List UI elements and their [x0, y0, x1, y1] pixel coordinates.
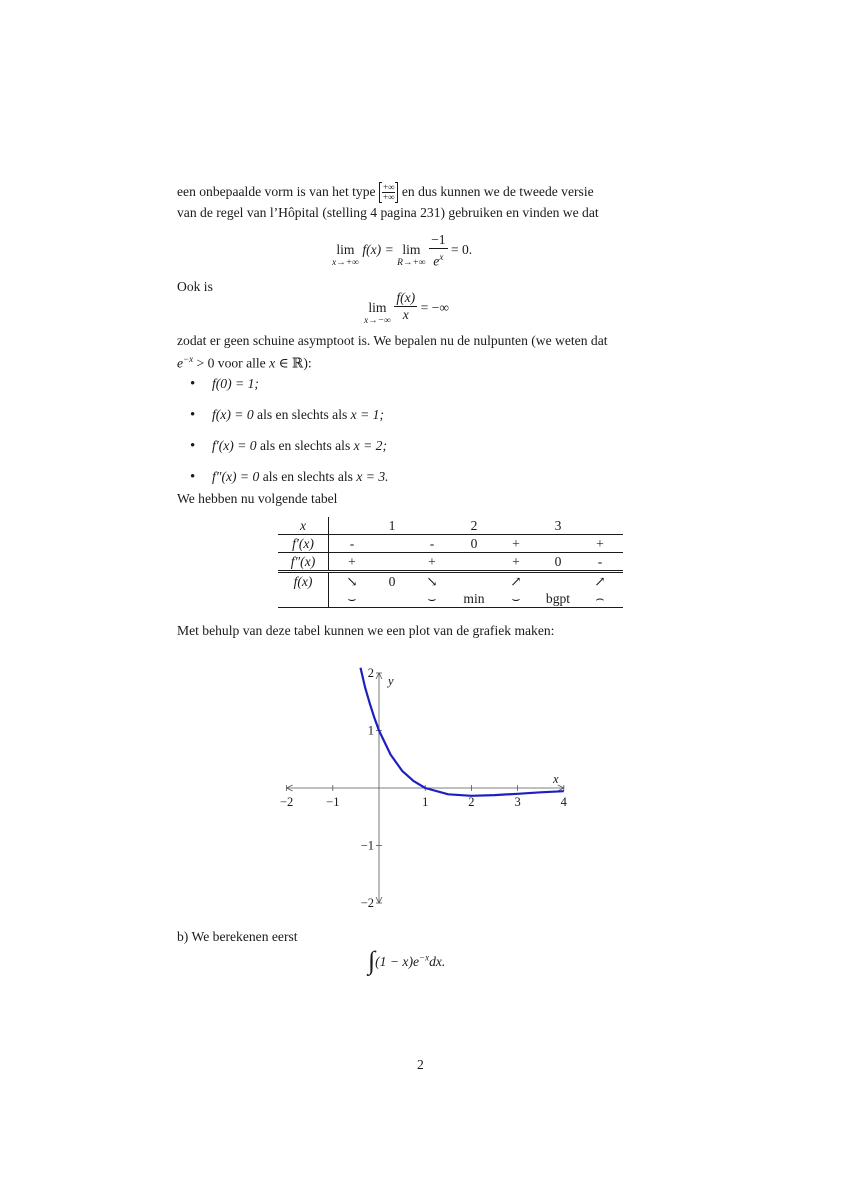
- fraction-numerator: −1: [431, 232, 446, 247]
- fraction-denominator: x: [402, 307, 409, 322]
- table-row-label: f′(x): [278, 535, 329, 553]
- table-cell: min: [455, 590, 493, 608]
- table-cell: ⌣: [409, 590, 455, 608]
- paragraph-line-1: [177, 182, 594, 203]
- table-row: [278, 553, 623, 572]
- table-cell: ⌣: [493, 590, 539, 608]
- indeterminate-form: [379, 182, 399, 203]
- table-cell: -: [577, 553, 623, 572]
- table-header-cell: x: [278, 517, 329, 535]
- paragraph-line-2: van de regel van l’Hôpital (stelling 4 pagina 231) gebruiken en vinden we dat: [177, 205, 599, 220]
- table-header-cell: [409, 517, 455, 535]
- fraction-numerator: f(x): [396, 290, 416, 305]
- list-item: [190, 437, 389, 468]
- y-tick-label: 2: [367, 666, 374, 680]
- table-row-label: f″(x): [278, 553, 329, 572]
- table-row: [278, 535, 623, 553]
- x-tick-label: 1: [422, 795, 429, 809]
- table-cell: +: [329, 553, 376, 572]
- lim-subscript: R→+∞: [397, 258, 426, 268]
- plot-curve: [361, 668, 564, 796]
- function-term: f(x) =: [362, 242, 394, 257]
- text-segment: als en slechts als: [256, 438, 354, 453]
- x-tick-label: −2: [279, 795, 294, 809]
- lim-operator: lim: [402, 242, 421, 257]
- integral-expression: [368, 946, 445, 976]
- table-row-label: f(x): [278, 572, 329, 591]
- list-item: [190, 406, 389, 437]
- paragraph-plot-intro: Met behulp van deze tabel kunnen we een plot van de grafiek maken:: [177, 623, 555, 638]
- text-segment: een onbepaalde vorm is van het type: [177, 183, 376, 199]
- fraction-denominator: +∞: [382, 192, 395, 203]
- table-cell: +: [409, 553, 455, 572]
- table-cell: [455, 572, 493, 591]
- table-header-cell: 1: [375, 517, 409, 535]
- lim-operator: lim: [336, 242, 355, 257]
- table-cell: bgpt: [539, 590, 577, 608]
- limit-equation-2: [364, 290, 449, 326]
- exponent: −x: [183, 354, 194, 364]
- limit-equation-1: [332, 232, 472, 270]
- math-term: x: [269, 355, 276, 371]
- table-cell: 0: [388, 573, 396, 589]
- x-axis-label: x: [553, 772, 559, 786]
- fraction-denominator: e: [433, 253, 440, 269]
- exponent: −x: [419, 952, 430, 963]
- table-cell: [375, 553, 409, 572]
- plot-ticks: [280, 666, 568, 910]
- x-axis-arrow-right: [558, 785, 564, 791]
- integral-sign: ∫: [368, 946, 376, 975]
- table-cell: +: [493, 553, 539, 572]
- math-term: x = 1;: [350, 407, 384, 422]
- differential: dx.: [429, 953, 446, 969]
- table-cell: +: [493, 535, 539, 553]
- math-term: f″(x) = 0: [212, 469, 260, 484]
- table-cell: 0: [539, 553, 577, 572]
- table-cell: [539, 572, 577, 591]
- x-tick-label: −1: [326, 795, 340, 809]
- y-axis-arrow-top: [376, 673, 382, 679]
- math-term: x = 3.: [356, 469, 389, 484]
- table-row: [278, 517, 623, 535]
- integrand: (1 − x)e: [375, 953, 420, 969]
- table-row: [278, 590, 623, 608]
- table-row: [278, 572, 623, 591]
- math-term: f(x) = 0: [212, 407, 254, 422]
- table-header-cell: 3: [539, 517, 577, 535]
- x-tick-label: 2: [468, 795, 475, 809]
- y-tick-label: −1: [360, 838, 374, 853]
- table-cell: ↘: [346, 573, 358, 589]
- paragraph-line-4: [177, 350, 312, 373]
- table-cell: -: [329, 535, 376, 553]
- table-cell: -: [409, 535, 455, 553]
- table-header-cell: [577, 517, 623, 535]
- table-cell: [375, 590, 409, 608]
- math-term: f′(x) = 0: [212, 438, 257, 453]
- table-cell: ↗: [510, 573, 522, 589]
- math-term: f(0) = 1;: [212, 376, 259, 391]
- paragraph-b-intro: b) We berekenen eerst: [177, 929, 298, 944]
- fraction-numerator: +∞: [382, 182, 395, 193]
- table-cell: ⌣: [329, 590, 376, 608]
- y-tick-label: 1: [367, 723, 374, 738]
- table-cell: [375, 535, 409, 553]
- list-item: [190, 375, 389, 406]
- y-axis-label: y: [388, 674, 394, 688]
- text-segment: als en slechts als: [253, 407, 351, 422]
- x-axis-arrow-left: [287, 785, 293, 791]
- text-segment: als en slechts als: [259, 469, 357, 484]
- equation-rhs: = −∞: [420, 300, 450, 315]
- zeros-list: [190, 375, 389, 499]
- paragraph-line-3: zodat er geen schuine asymptoot is. We bepalen nu de nulpunten (we weten dat: [177, 333, 608, 348]
- table-header-cell: [329, 517, 376, 535]
- paragraph-table-intro: We hebben nu volgende tabel: [177, 491, 338, 506]
- table-cell: +: [577, 535, 623, 553]
- lim-subscript: x→+∞: [332, 258, 359, 268]
- function-curve: [361, 668, 564, 796]
- variation-table: [278, 517, 623, 608]
- table-cell: [455, 553, 493, 572]
- table-cell: 0: [455, 535, 493, 553]
- y-axis-arrow-bottom: [376, 897, 382, 903]
- table-cell: ↘: [426, 573, 438, 589]
- page-number: 2: [417, 1057, 424, 1072]
- x-tick-label: 4: [560, 795, 567, 809]
- math-term: e: [177, 355, 184, 371]
- table-header-cell: [493, 517, 539, 535]
- lim-subscript: x→−∞: [364, 316, 391, 326]
- table-header-cell: 2: [455, 517, 493, 535]
- equation-rhs: = 0.: [450, 242, 473, 257]
- text-segment: en dus kunnen we de tweede versie: [401, 183, 594, 199]
- plot-axes: [287, 673, 564, 903]
- lim-operator: lim: [368, 300, 387, 315]
- table-cell: [539, 535, 577, 553]
- table-cell: ⌢: [577, 590, 623, 608]
- exponent: x: [439, 252, 444, 262]
- math-term: x = 2;: [353, 438, 387, 453]
- table-row-label: [278, 590, 329, 608]
- table-cell: ↗: [594, 573, 606, 589]
- paragraph-ook: Ook is: [177, 279, 213, 294]
- text-segment: > 0 voor alle: [193, 355, 270, 371]
- x-tick-label: 3: [514, 795, 521, 809]
- y-tick-label: −2: [360, 896, 374, 910]
- text-segment: ∈ ℝ):: [275, 355, 312, 371]
